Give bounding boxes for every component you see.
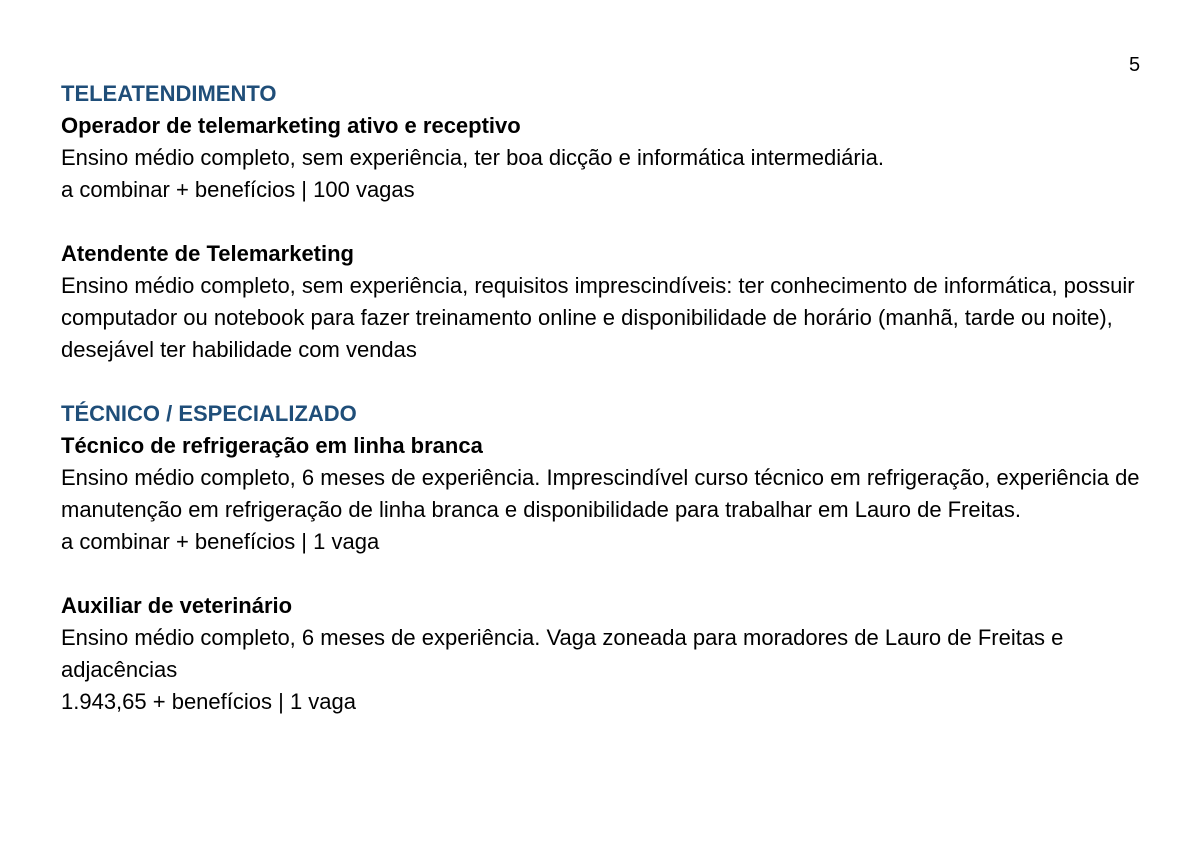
job-listings — [61, 78, 1151, 718]
page-number: 5 — [1129, 54, 1141, 76]
job-title: Auxiliar de veterinário — [61, 593, 293, 618]
spacer — [61, 366, 1151, 398]
job-title: Atendente de Telemarketing — [61, 241, 354, 266]
job-title: Operador de telemarketing ativo e receptivo — [61, 113, 521, 138]
job-listing-operador-telemarketing — [61, 110, 1151, 206]
job-salary: a combinar + benefícios | 100 vagas — [61, 177, 415, 202]
job-requirements: Ensino médio completo, sem experiência, requisitos imprescindíveis: ter conhecimento de informática, possuir computador ou notebook para fazer treinamento online e disponibilidade de horário (manhã, tarde ou noite), desejável ter habilidade com vendas — [61, 273, 1135, 362]
job-requirements: Ensino médio completo, sem experiência, ter boa dicção e informática intermediária. — [61, 145, 884, 170]
job-salary: 1.943,65 + benefícios | 1 vaga — [61, 689, 356, 714]
spacer — [61, 558, 1151, 590]
job-title: Técnico de refrigeração em linha branca — [61, 433, 483, 458]
spacer — [61, 206, 1151, 238]
section-title-teleatendimento: TELEATENDIMENTO — [61, 81, 277, 106]
job-salary: a combinar + benefícios | 1 vaga — [61, 529, 380, 554]
job-listing-atendente-telemarketing — [61, 238, 1151, 366]
job-listing-auxiliar-veterinario — [61, 590, 1151, 718]
section-title-tecnico-especializado: TÉCNICO / ESPECIALIZADO — [61, 401, 357, 426]
job-listing-tecnico-refrigeracao — [61, 430, 1151, 558]
job-requirements: Ensino médio completo, 6 meses de experiência. Imprescindível curso técnico em refrigeração, experiência de manutenção em refrigeração de linha branca e disponibilidade para trabalhar em Lauro de Freitas. — [61, 465, 1140, 522]
job-requirements: Ensino médio completo, 6 meses de experiência. Vaga zoneada para moradores de Lauro de Freitas e adjacências — [61, 625, 1064, 682]
